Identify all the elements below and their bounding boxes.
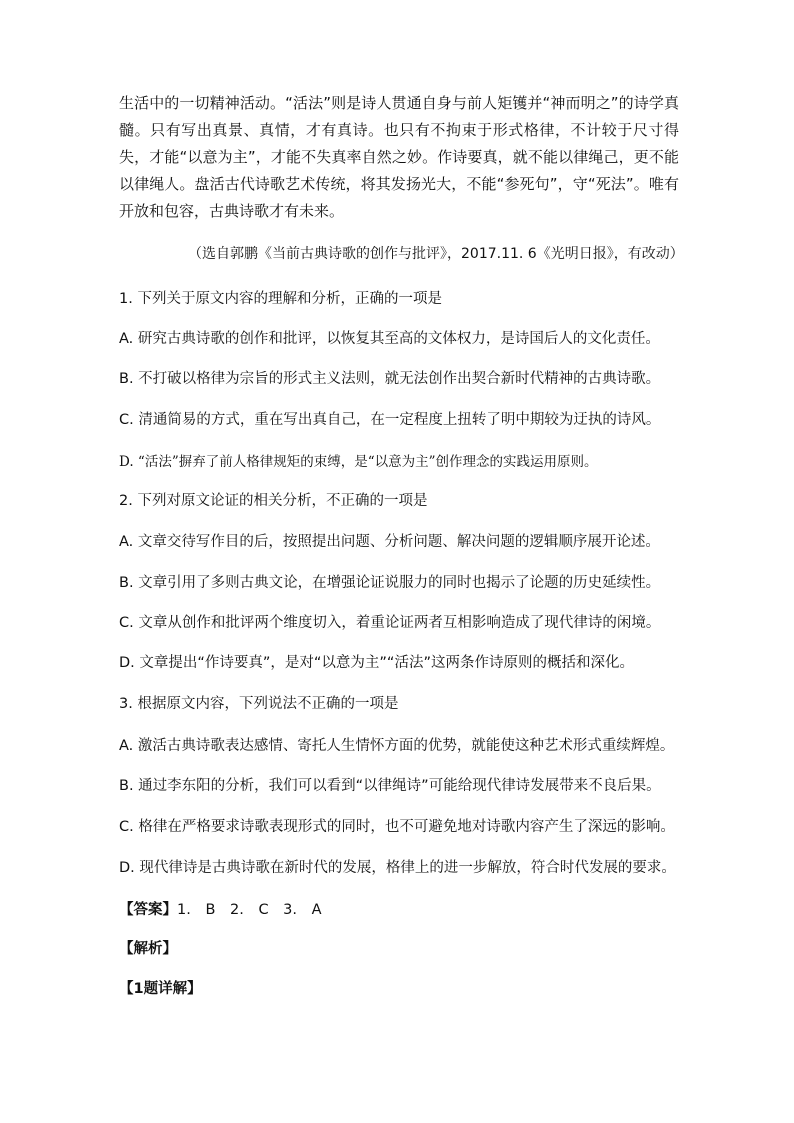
question-3-option-b: B. 通过李东阳的分析，我们可以看到“以律绳诗”可能给现代律诗发展带来不良后果。: [119, 778, 661, 794]
question-3-option-a: A. 激活古典诗歌表达感情、寄托人生情怀方面的优势，就能使这种艺术形式重续辉煌。: [119, 738, 675, 754]
question-2-option-b: B. 文章引用了多则古典文论，在增强论证说服力的同时也揭示了论题的历史延续性。: [119, 575, 661, 591]
question-2-stem: 2. 下列对原文论证的相关分析，不正确的一项是: [119, 493, 428, 509]
passage-paragraph: 生活中的一切精神活动。“活法”则是诗人贯通自身与前人矩镬并“神而明之”的诗学真髓。只有写出真景、真情，才有真诗。也只有不拘束于形式格律，不计较于尺寸得失，才能“以意为主”，才能不失真率自然之妙。作诗要真，就不能以律绳己，更不能以律绳人。盘活古代诗歌艺术传统，将其发扬光大，不能“参死句”，守“死法”。唯有开放和包容，古典诗歌才有未来。: [119, 94, 679, 220]
question-1-option-a: A. 研究古典诗歌的创作和批评，以恢复其至高的文体权力，是诗国后人的文化责任。: [119, 331, 660, 347]
question-3-stem: 3. 根据原文内容，下列说法不正确的一项是: [119, 696, 399, 712]
question-2-option-c: C. 文章从创作和批评两个维度切入，着重论证两者互相影响造成了现代律诗的闲境。: [119, 615, 661, 631]
question-2-option-a: A. 文章交待写作目的后，按照提出问题、分析问题、解决问题的逻辑顺序展开论述。: [119, 534, 660, 550]
question-3-option-c: C. 格律在严格要求诗歌表现形式的同时，也不可避免地对诗歌内容产生了深远的影响。: [119, 819, 675, 835]
question-1-option-b: B. 不打破以格律为宗旨的形式主义法则，就无法创作出契合新时代精神的古典诗歌。: [119, 371, 661, 387]
question-1-stem: 1. 下列关于原文内容的理解和分析，正确的一项是: [119, 291, 442, 307]
answer-label: 【答案】: [119, 902, 177, 918]
detail-label: 【1题详解】: [119, 981, 202, 997]
answer-line: [119, 898, 322, 919]
question-2-option-d: D. 文章提出“作诗要真”，是对“以意为主”“活法”这两条作诗原则的概括和深化。: [119, 655, 634, 671]
analysis-label: 【解析】: [119, 941, 177, 957]
answer-text: 1. B 2. C 3. A: [177, 902, 322, 918]
source-citation: （选自郭鹏《当前古典诗歌的创作与批评》，2017.11. 6《光明日报》，有改动）: [188, 246, 684, 262]
question-1-option-c: C. 清通简易的方式，重在写出真自己，在一定程度上扭转了明中期较为迂执的诗风。: [119, 412, 661, 428]
question-3-option-d: D. 现代律诗是古典诗歌在新时代的发展，格律上的进一步解放，符合时代发展的要求。: [119, 860, 676, 876]
question-1-option-d: D. “活法”摒弃了前人格律规矩的束缚，是“以意为主”创作理念的实践运用原则。: [119, 454, 598, 470]
